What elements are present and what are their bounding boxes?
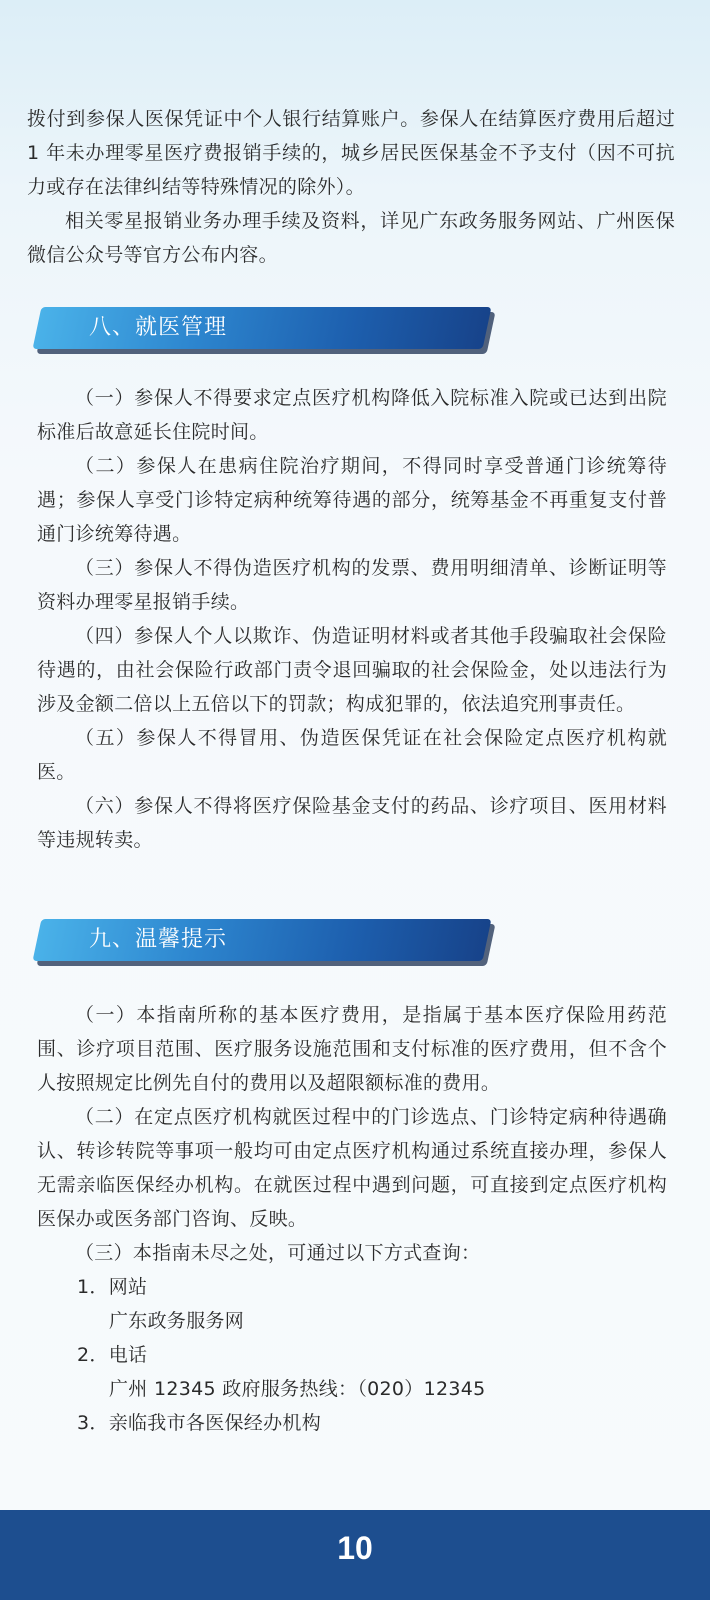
list-item: （二）参保人在患病住院治疗期间，不得同时享受普通门诊统筹待遇；参保人享受门诊特定病种统筹待遇的部分，统筹基金不再重复支付普通门诊统筹待遇。 — [37, 455, 667, 545]
section-8-banner — [37, 307, 492, 351]
query-detail-phone: 广州 12345 政府服务热线：（020）12345 — [109, 1378, 486, 1400]
query-item-visit: 3．亲临我市各医保经办机构 — [77, 1412, 321, 1434]
page-footer — [0, 1510, 710, 1600]
query-title: （三）本指南未尽之处，可通过以下方式查询： — [75, 1242, 481, 1264]
list-item: （三）参保人不得伪造医疗机构的发票、费用明细清单、诊断证明等资料办理零星报销手续。 — [37, 557, 667, 613]
query-detail-website: 广东政务服务网 — [109, 1310, 245, 1332]
section-8-title: 八、就医管理 — [89, 315, 228, 340]
section-8-list — [37, 381, 667, 857]
list-item: （四）参保人个人以欺诈、伪造证明材料或者其他手段骗取社会保险待遇的，由社会保险行政部门责令退回骗取的社会保险金，处以违法行为涉及金额二倍以上五倍以下的罚款；构成犯罪的，依法追究刑事责任。 — [37, 625, 667, 715]
query-item-website: 1．网站 — [77, 1276, 148, 1298]
intro-paragraph-2: 相关零星报销业务办理手续及资料，详见广东政务服务网站、广州医保微信公众号等官方公布内容。 — [27, 210, 675, 266]
query-item-phone: 2．电话 — [77, 1344, 148, 1366]
list-item: （二）在定点医疗机构就医过程中的门诊选点、门诊特定病种待遇确认、转诊转院等事项一般均可由定点医疗机构通过系统直接办理，参保人无需亲临医保经办机构。在就医过程中遇到问题，可直接到定点医疗机构医保办或医务部门咨询、反映。 — [37, 1106, 667, 1230]
list-item: （一）参保人不得要求定点医疗机构降低入院标准入院或已达到出院标准后故意延长住院时间。 — [37, 387, 667, 443]
query-methods — [37, 1236, 667, 1440]
page-number: 10 — [337, 1530, 373, 1566]
list-item: （五）参保人不得冒用、伪造医保凭证在社会保险定点医疗机构就医。 — [37, 727, 667, 783]
list-item: （六）参保人不得将医疗保险基金支付的药品、诊疗项目、医用材料等违规转卖。 — [37, 795, 667, 851]
intro-paragraph: 拨付到参保人医保凭证中个人银行结算账户。参保人在结算医疗费用后超过 1 年未办理零星医疗费报销手续的，城乡居民医保基金不予支付（因不可抗力或存在法律纠结等特殊情况的除外）。 — [27, 108, 675, 198]
section-9-list — [37, 998, 667, 1236]
section-9-banner — [37, 919, 492, 963]
list-item: （一）本指南所称的基本医疗费用，是指属于基本医疗保险用药范围、诊疗项目范围、医疗服务设施范围和支付标准的医疗费用，但不含个人按照规定比例先自付的费用以及超限额标准的费用。 — [37, 1004, 667, 1094]
section-9-title: 九、温馨提示 — [89, 927, 228, 952]
